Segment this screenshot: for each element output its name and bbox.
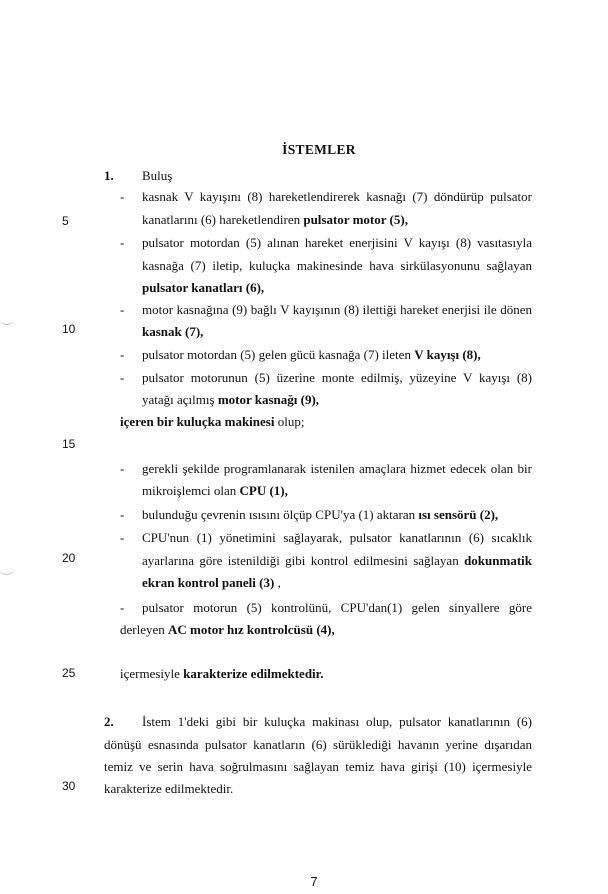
claim-1-containing: içeren bir kuluçka makinesi olup; xyxy=(120,414,305,429)
claim-1-number: 1. xyxy=(104,168,114,183)
line-number: 25 xyxy=(62,666,76,680)
line-number: 15 xyxy=(62,437,76,451)
claim-1-conclusion: içermesiyle karakterize edilmektedir. xyxy=(120,666,324,681)
list-item-line: bulunduğu çevrenin ısısını ölçüp CPU'ya (1) aktaran ısı sensörü (2), xyxy=(142,507,499,522)
list-item-line: pulsator motorun (5) kontrolünü, CPU'dan(1) gelen sinyallere göre xyxy=(142,600,532,615)
claim-2-line: temiz ve serin hava soğrulmasını sağlayan temiz hava girişi (10) içermesiyle xyxy=(104,759,532,774)
list-item-line: kasnak (7), xyxy=(142,324,204,339)
claim-2-number: 2. xyxy=(104,714,114,729)
list-item-line: pulsator kanatları (6), xyxy=(142,280,265,295)
line-number: 5 xyxy=(62,214,69,228)
claim-2-line: İstem 1'deki gibi bir kuluçka makinası olup, pulsator kanatlarının (6) xyxy=(142,714,532,729)
list-item-line: kasnağa (7) iletip, kuluçka makinesinde hava sirkülasyonunu sağlayan xyxy=(142,258,532,273)
list-bullet: - xyxy=(120,370,125,385)
list-item-line: yatağı açılmış motor kasnağı (9), xyxy=(142,392,320,407)
list-bullet: - xyxy=(120,461,125,476)
page-number: 7 xyxy=(310,874,318,889)
list-bullet: - xyxy=(120,600,125,615)
claim-2-line: karakterize edilmektedir. xyxy=(104,781,234,796)
list-bullet: - xyxy=(120,347,125,362)
scan-margin-mark xyxy=(0,564,14,575)
line-number: 30 xyxy=(62,779,76,793)
list-bullet: - xyxy=(120,235,125,250)
line-number: 10 xyxy=(62,322,76,336)
list-item-line: CPU'nun (1) yönetimini sağlayarak, pulsator kanatlarının (6) sıcaklık xyxy=(142,530,532,545)
list-bullet: - xyxy=(120,302,125,317)
list-item-line: ayarlarına göre istenildiği gibi kontrol edilmesini sağlayan dokunmatik xyxy=(142,553,532,568)
list-bullet: - xyxy=(120,507,125,522)
list-item-line: gerekli şekilde programlanarak istenilen amaçlara hizmet edecek olan bir xyxy=(142,461,532,476)
list-item-line: kasnak V kayışını (8) hareketlendirerek kasnağı (7) döndürüp pulsator xyxy=(142,189,532,204)
list-item-line: derleyen AC motor hız kontrolcüsü (4), xyxy=(120,622,335,637)
list-bullet: - xyxy=(120,530,125,545)
scan-margin-mark xyxy=(0,314,14,325)
line-number: 20 xyxy=(62,551,76,565)
list-item-line: kanatlarını (6) hareketlendiren pulsator motor (5), xyxy=(142,212,408,227)
list-item-line: mikroişlemci olan CPU (1), xyxy=(142,483,288,498)
list-item-line: ekran kontrol paneli (3) , xyxy=(142,575,281,590)
list-item-line: pulsator motordan (5) alınan hareket enerjisini V kayışı (8) vasıtasıyla xyxy=(142,235,532,250)
claim-2-line: dönüşü esnasında pulsator kanatların (6) sürüklediği havanın yerine dışarıdan xyxy=(104,737,532,752)
list-item-line: pulsator motordan (5) gelen gücü kasnağa (7) ileten V kayışı (8), xyxy=(142,347,481,362)
list-bullet: - xyxy=(120,189,125,204)
list-item-line: pulsator motorunun (5) üzerine monte edilmiş, yüzeyine V kayışı (8) xyxy=(142,370,532,385)
claim-1-intro: Buluş xyxy=(142,168,173,183)
list-item-line: motor kasnağına (9) bağlı V kayışının (8) ilettiği hareket enerjisi ile dönen xyxy=(142,302,532,317)
page-heading: İSTEMLER xyxy=(282,142,356,157)
